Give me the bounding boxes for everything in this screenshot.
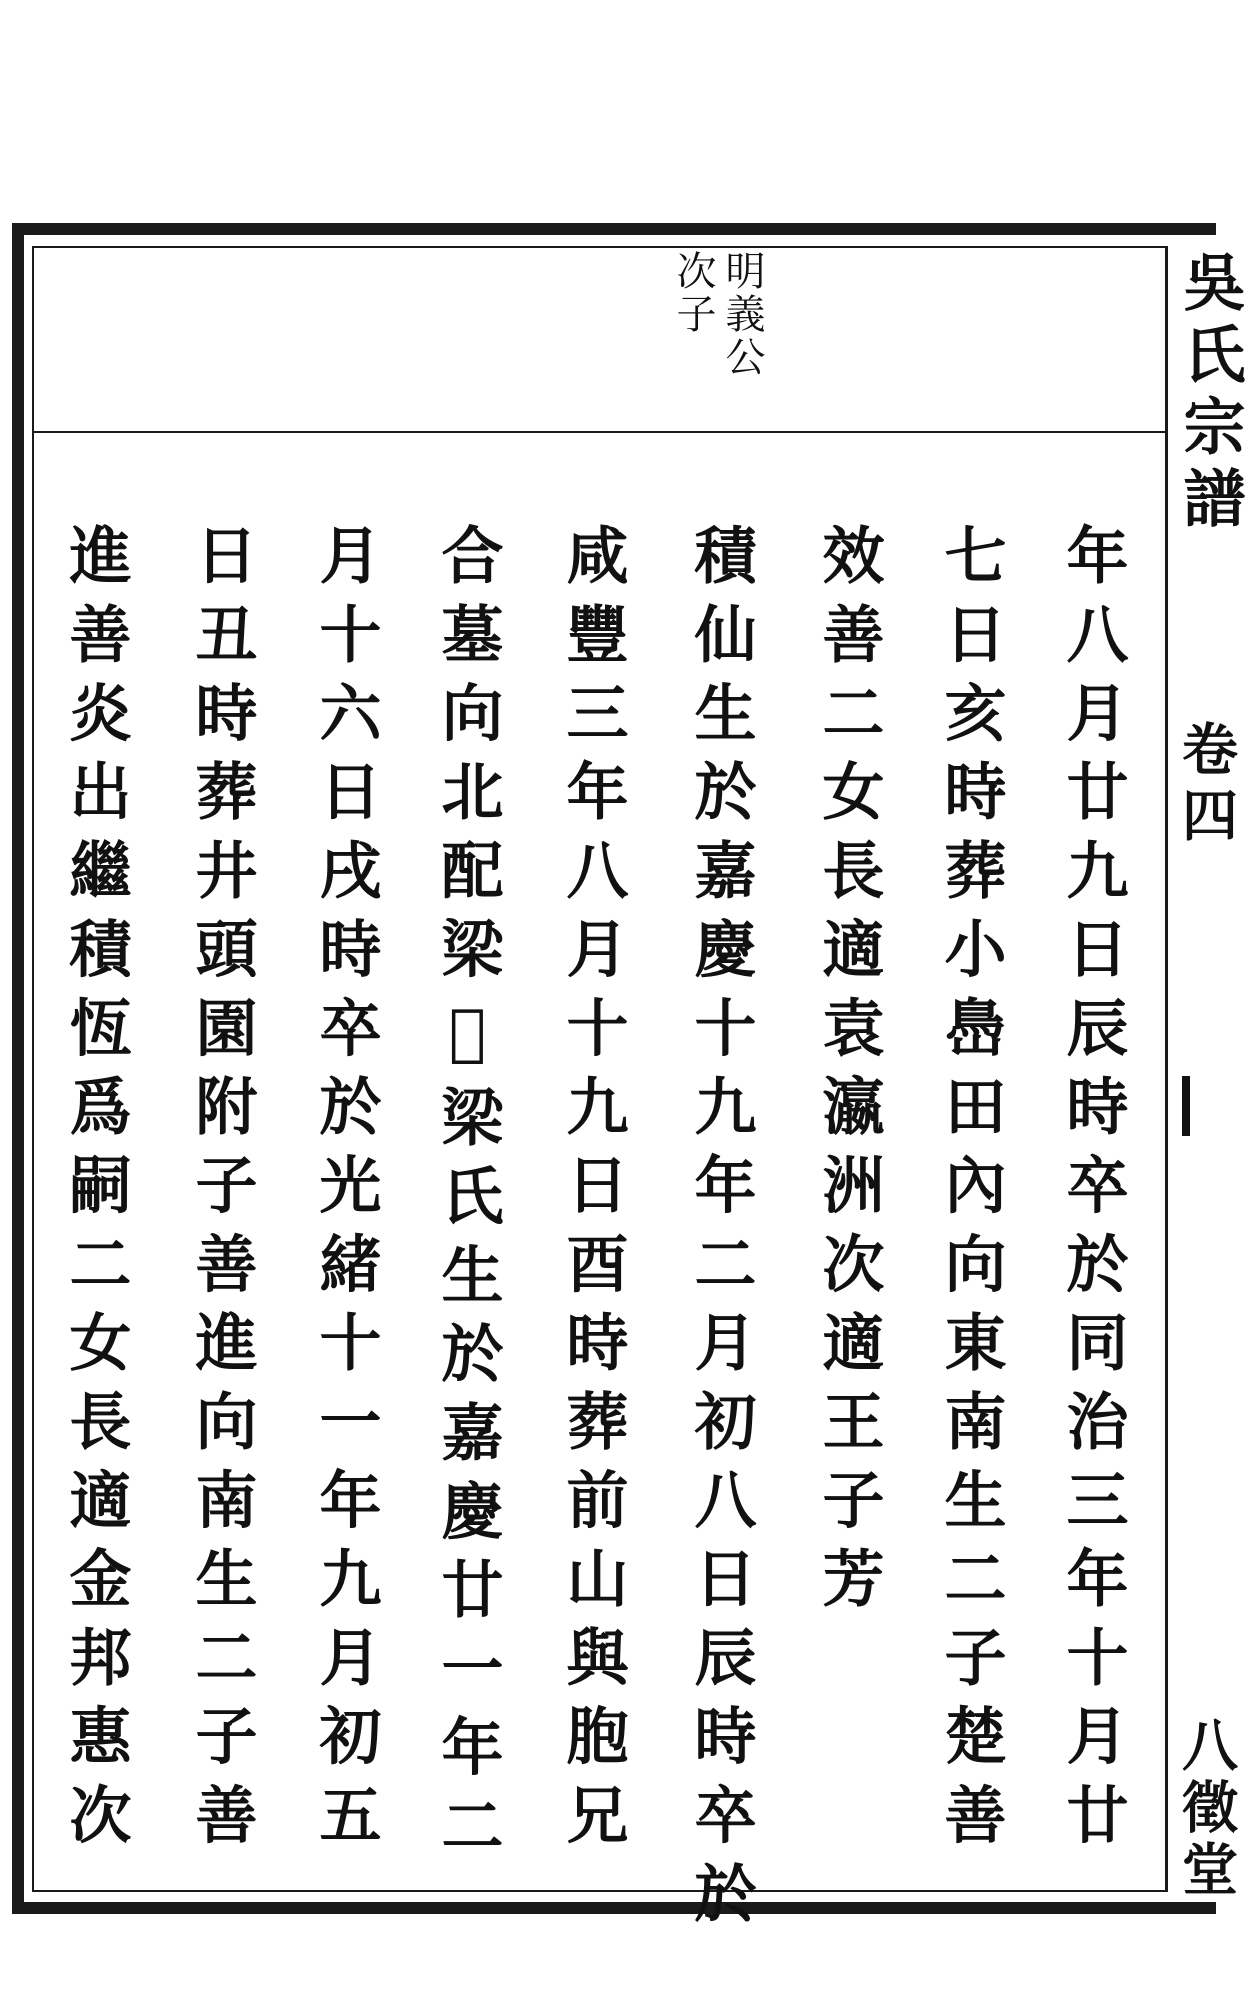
margin-hall: 八徵堂	[1173, 1716, 1239, 1902]
text-column-1: 年八月廿九日辰時卒於同治三年十月廿	[1056, 523, 1129, 1861]
text-column-3: 效善二女長適袁瀛洲次適王子芳	[812, 523, 885, 1625]
text-column-7: 月十六日戌時卒於光緒十一年九月初五	[309, 523, 382, 1861]
text-column-8: 日丑時葬井頭園附子善進向南生二子善	[185, 523, 258, 1861]
text-column-5: 咸豐三年八月十九日酉時葬前山與胞兄	[556, 523, 629, 1861]
text-column-4: 積仙生於嘉慶十九年二月初八日辰時卒於	[684, 523, 757, 1940]
text-column-2: 七日亥時葬小㠀田內向東南生二子楚善	[934, 523, 1007, 1861]
header-note-line2: 次子	[670, 250, 716, 336]
text-column-6: 合墓向北配梁𨹧梁氏生於嘉慶廿一年二	[431, 523, 504, 1872]
header-note-line1: 明義公	[719, 250, 765, 379]
margin-divider	[1166, 246, 1168, 1892]
header-divider	[34, 431, 1165, 433]
text-column-9: 進善炎出繼積恆爲嗣二女長適金邦惠次	[59, 523, 132, 1861]
margin-volume: 卷四	[1173, 720, 1239, 852]
margin-title: 吳氏宗譜	[1173, 250, 1246, 538]
margin-marker	[1182, 1076, 1190, 1136]
